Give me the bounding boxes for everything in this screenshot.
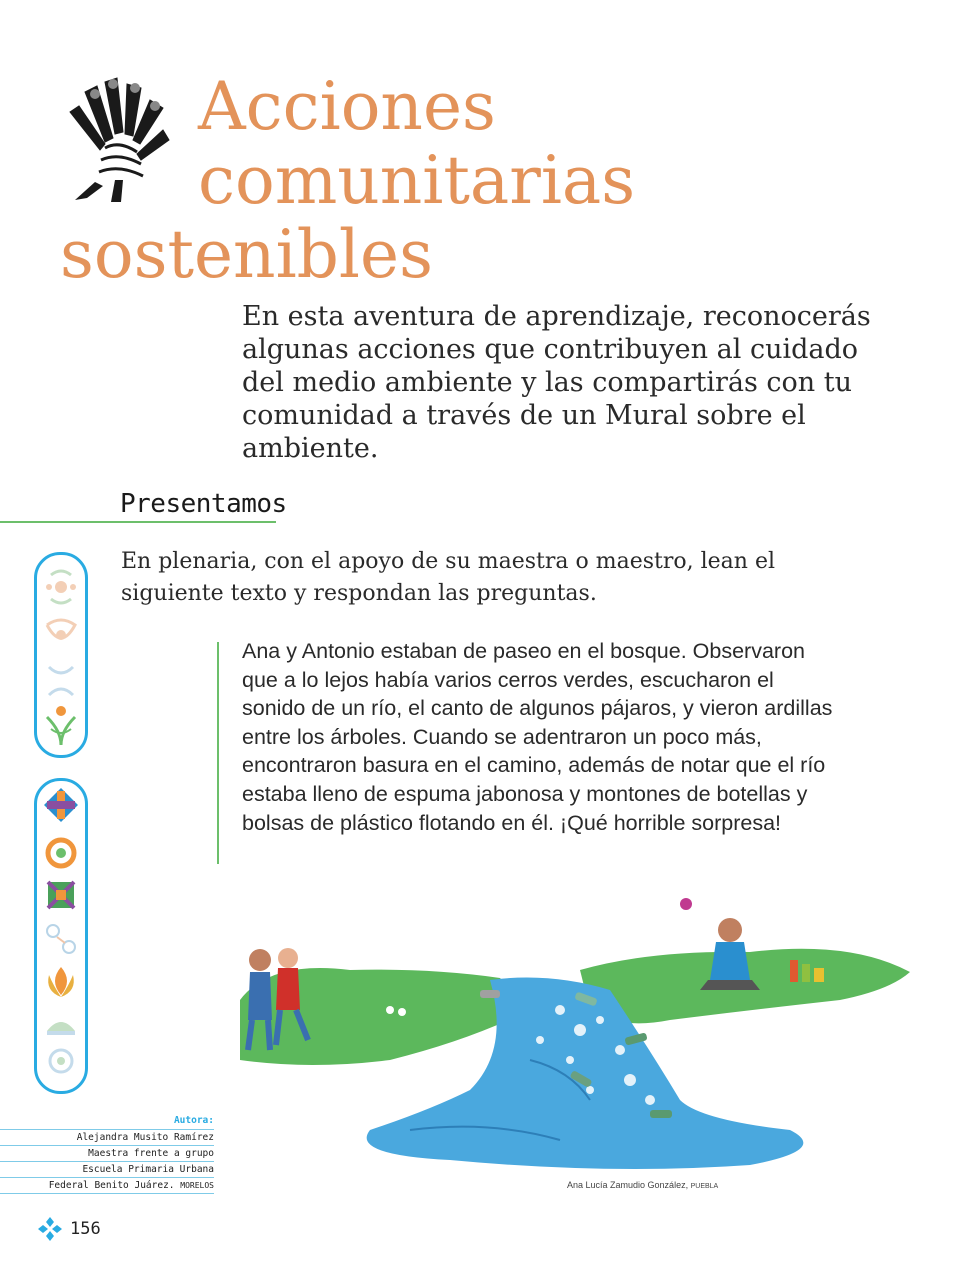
reading-paragraph: Ana y Antonio estaban de paseo en el bosque. Observaron que a lo lejos había varios cerros verdes, escucharon el sonido de un río, el canto de algunos pájaros, y vieron ardillas entre los árboles. Cuando se adentraron un poco más, encontraron basura en el camino, además de notar que el río estaba lleno de espuma jabonosa y montones de botellas y bolsas de plástico flotando en él. ¡Qué horrible sorpresa! [242,639,833,835]
illustrator-state: PUEBLA [690,1183,719,1190]
lotus-icon [48,967,74,997]
title-line-3: sostenibles [60,216,433,293]
woven-square-icon [48,882,74,908]
title-line-1: Acciones [198,68,496,145]
embrace-icon [49,667,73,695]
section-title: Presentamos [120,489,287,519]
people-circle-icon [47,620,75,640]
page-number-icon [37,1216,63,1242]
author-school-name: Federal Benito Juárez. [48,1180,175,1191]
sun-face-icon [50,1050,72,1072]
headdress-icon [55,72,175,202]
community-icon [46,571,76,603]
author-credits [0,1115,214,1194]
ring-icon [48,840,74,866]
diamond-cross-icon [44,788,78,822]
person-nature-icon [47,706,75,745]
page-number: 156 [70,1219,101,1239]
author-school: Escuela Primaria Urbana [0,1161,214,1177]
links-icon [47,925,75,953]
illustration-credit [567,1180,718,1190]
title-line-2: comunitarias [198,142,636,219]
author-name: Alejandra Musito Ramírez [0,1129,214,1145]
section-divider [0,521,276,523]
author-label: Autora: [173,1115,214,1126]
axis-icons-pill [34,552,88,758]
intro-paragraph: En esta aventura de aprendizaje, reconocerás algunas acciones que contribuyen al cuidado del medio ambiente y las compartirás con tu comunidad a través de un Mural sobre el ambiente. [242,301,871,464]
author-school-location [0,1177,214,1194]
author-role: Maestra frente a grupo [0,1145,214,1161]
illustrator-name: Ana Lucía Zamudio González, [567,1180,689,1190]
river-scene-illustration [230,860,920,1180]
instructions-paragraph: En plenaria, con el apoyo de su maestra o maestro, lean el siguiente texto y respondan las preguntas. [121,549,775,606]
author-state: MORELOS [180,1181,214,1190]
reading-accent-bar [217,642,219,864]
hills-icon [47,1022,75,1035]
themes-icons-pill [34,778,88,1094]
